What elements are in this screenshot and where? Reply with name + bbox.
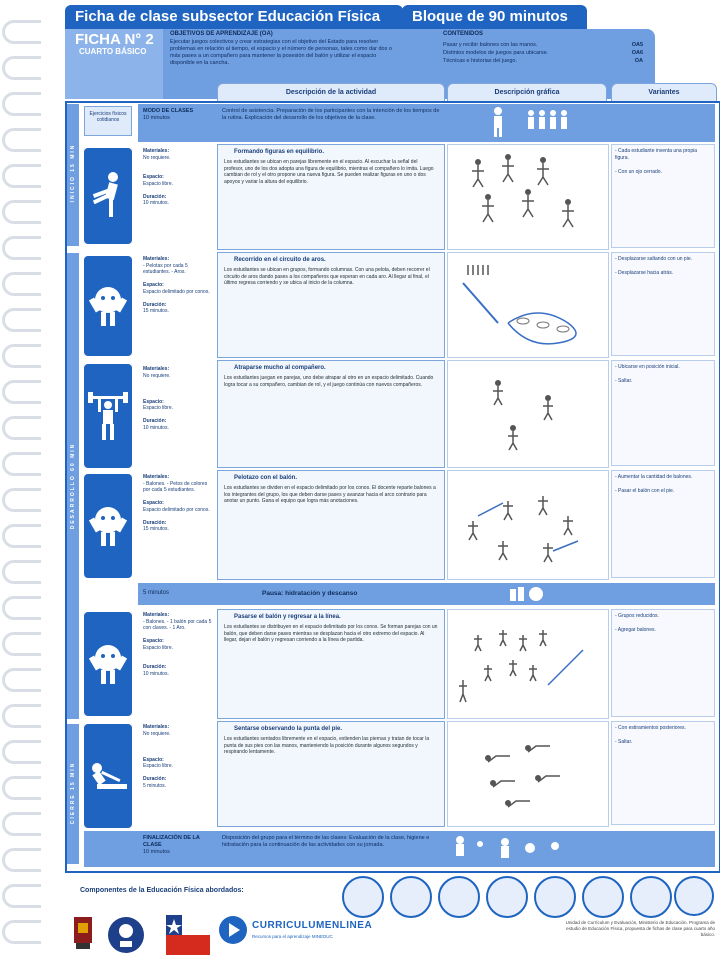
- page-title: Ficha de clase subsector Educación Física: [65, 5, 403, 29]
- activity-graphic: [447, 470, 609, 580]
- modo-de-clases: MODO DE CLASES 10 minutos: [143, 108, 194, 121]
- component-icon: [390, 876, 432, 918]
- tag-game-illustration: [448, 361, 606, 465]
- curriculum-logo-icon: [218, 915, 248, 945]
- ficha-box: [65, 29, 163, 99]
- activity-variants: - Cada estudiante inventa una propia figura. - Con un ojo cerrado.: [611, 144, 715, 248]
- mascot-icon: [88, 640, 128, 688]
- activity-meta: Materiales: - Balones. - Petos de colores por cada 5 estudiantes. Espacio: Espacio delimitado por conos. Duración: 15 minutos.: [143, 474, 210, 532]
- section-tab-cierre: CIERRE 15 MIN: [67, 724, 79, 864]
- component-icon: [674, 876, 714, 916]
- block-title: Bloque de 90 minutos: [402, 5, 587, 29]
- mascot-icon: [88, 282, 128, 330]
- activity-icon-weights: [84, 364, 132, 468]
- activity-variants: - Grupos reducidos. - Agregar balones.: [611, 609, 715, 717]
- component-icon: [582, 876, 624, 918]
- component-icon: [486, 876, 528, 918]
- contents-list: [443, 41, 643, 65]
- cierre-text: Disposición del grupo para el término de las clases: Evaluación de la clase, higiene e hidratación para la continuación de las actividades con su jornada.: [222, 835, 430, 848]
- content-item: Técnicas e historias del juego. OA: [443, 58, 643, 64]
- activity-icon-mascot: [84, 474, 132, 578]
- activity-graphic: [447, 144, 609, 250]
- activity-graphic: [447, 252, 609, 358]
- stretching-figure-icon: [87, 758, 129, 794]
- group-figures-icon: [525, 108, 569, 136]
- activity-icon-mascot: [84, 256, 132, 356]
- pause-time: 5 minutos: [143, 590, 170, 596]
- activity-variants: - Con estiramientos posteriores. - Saltar.: [611, 721, 715, 825]
- sports-logo: [104, 915, 148, 955]
- shield-logo: [72, 915, 94, 951]
- activity-meta: Materiales: No requiere. Espacio: Espacio libre. Duración: 10 minutos.: [143, 366, 174, 431]
- column-header-graphic: Descripción gráfica: [447, 83, 607, 103]
- component-icon: [342, 876, 384, 918]
- balance-figure-icon: [89, 171, 127, 221]
- activity-graphic: [447, 360, 609, 468]
- column-header-variants: Variantes: [611, 83, 717, 103]
- activity-meta: Materiales: - Pelotas por cada 5 estudiantes. - Aros. Espacio: Espacio delimitado por conos. Duración: 15 minutos.: [143, 256, 210, 314]
- activity-meta: Materiales: - Balones. - 1 balón por cada 5 con claves. - 1 Aro. Espacio: Espacio libre. Duración: 10 minutos.: [143, 612, 212, 677]
- activity-description: Formando figuras en equilibrio. Los estudiantes se ubican en parejas libremente en el espacio. Al escuchar la señal del profesor, uno de los dos adopta una figura de equilibrio, mientras el compañero lo imita. Luego cambian de rol y el otro propone una nueva figura. Se pueden realizar figuras en uno o dos apoyos y variar la altura del equilibrio.: [217, 144, 445, 250]
- inicio-label: Ejercicios físicos cotidianos: [84, 106, 132, 136]
- course-level: CUARTO BÁSICO: [79, 47, 147, 56]
- component-icon: [630, 876, 672, 918]
- inicio-text: Control de asistencia. Preparación de los participantes con la intención de los tiempos de la rutina. Explicación del desarrollo de los objetivos de la clase.: [222, 108, 440, 121]
- gobierno-de-chile-logo: [166, 915, 210, 955]
- stick-figures-illustration: [448, 145, 606, 247]
- contents-title: CONTENIDOS: [443, 31, 484, 37]
- activity-description: Pelotazo con el balón. Los estudiantes se dividen en el espacio delimitado por los conos. El docente reparte balones a los integrantes del grupo, los que deben darse pases y avanzar hacia el arco contrario para anotar un punto. Gana el equipo que logra más anotaciones.: [217, 470, 445, 580]
- content-item: Pasar y recibir balones con las manos. OA5: [443, 42, 643, 48]
- component-icon: [534, 876, 576, 918]
- activity-variants: - Desplazarse saltando con un pie. - Desplazarse hacia atrás.: [611, 252, 715, 356]
- credits-text: Unidad de Currículum y Evaluación, Ministerio de Educación. Programa de estudio de Educación Física, propuesta de fichas de clase para cuarto año básico.: [565, 920, 715, 937]
- section-tab-desarrollo: DESARROLLO 60 MIN: [67, 253, 79, 719]
- objectives-text: Ejecutar juegos colectivos y crear estrategias con el objetivo del Estado para resolver problemas en relación al tiempo, el espacio y el número de personas, tales como dar dos o más pases a un compañero para mantener la posesión del balón y utilizar el espacio disponible en la cancha.: [170, 39, 392, 66]
- components-title: Componentes de la Educación Física abordados:: [80, 887, 244, 894]
- activity-description: Atraparse mucho al compañero. Los estudiantes juegan en parejas, uno debe atrapar al otro en un espacio delimitado. Cuando logra tocar a su compañero, cambian de rol, y el juego continúa con nuevos compañeros.: [217, 360, 445, 468]
- activity-variants: - Aumentar la cantidad de balones. - Pasar el balón con el pie.: [611, 470, 715, 578]
- pause-band: [138, 583, 715, 605]
- sitting-stretch-illustration: [448, 722, 606, 824]
- activity-icon-mascot: [84, 612, 132, 716]
- activity-graphic: [447, 721, 609, 827]
- activity-variants: - Ubicarse en posición inicial. - Saltar.: [611, 360, 715, 466]
- activity-icon-balance: [84, 148, 132, 244]
- stand-figure-icon: [488, 106, 508, 138]
- column-header-description: Descripción de la actividad: [217, 83, 445, 103]
- activity-description: Sentarse observando la punta del pie. Los estudiantes sentados libremente en el espacio, extienden las piernas y tratan de tocar la punta de sus pies con las manos, manteniendo la posición durante algunos segundos y respirando lentamente.: [217, 721, 445, 827]
- activity-meta: Materiales: No requiere. Espacio: Espacio libre. Duración: 10 minutos.: [143, 148, 174, 206]
- activity-meta: Materiales: No requiere. Espacio: Espacio libre. Duración: 5 minutos.: [143, 724, 174, 789]
- ball-game-illustration: [448, 471, 606, 577]
- weightlifter-icon: [88, 390, 128, 442]
- activity-graphic: [447, 609, 609, 719]
- section-tab-inicio: INICIO 15 MIN: [67, 104, 79, 246]
- content-item: Distintos modelos de juegos para ubicarse. OA6: [443, 50, 643, 56]
- relay-illustration: [448, 610, 606, 716]
- closing-figures-icon: [450, 834, 570, 862]
- objectives-title: OBJETIVOS DE APRENDIZAJE (OA): [170, 31, 273, 37]
- activity-description: Pasarse el balón y regresar a la línea. Los estudiantes se distribuyen en el espacio delimitado por los conos. Se forman parejas con un balón, que deben darse pases mientras se desplazan hacia el otro extremo del espacio. Al llegar, dejan el balón y regresan corriendo a la línea de partida.: [217, 609, 445, 719]
- water-bottle-icon: [508, 585, 544, 603]
- brand-subtitle: Recursos para el aprendizaje MINEDUC: [252, 934, 333, 939]
- activity-description: Recorrido en el circuito de aros. Los estudiantes se ubican en grupos, formando columnas. Con una pelota, deben recorrer el circuito de aros dando pases a los compañeros que esperan en cada aro. Al llegar al final, el último regresa corriendo y se ubica al inicio de la columna.: [217, 252, 445, 358]
- circuit-illustration: [448, 253, 606, 355]
- cierre-label: FINALIZACIÓN DE LA CLASE 10 minutos: [143, 835, 200, 855]
- ficha-number: FICHA N° 2: [75, 31, 154, 48]
- component-icon: [438, 876, 480, 918]
- pause-text: Pausa: hidratación y descanso: [262, 590, 358, 597]
- mascot-icon: [88, 502, 128, 550]
- brand-name: CURRICULUMENLINEA: [252, 920, 373, 931]
- activity-icon-stretch: [84, 724, 132, 828]
